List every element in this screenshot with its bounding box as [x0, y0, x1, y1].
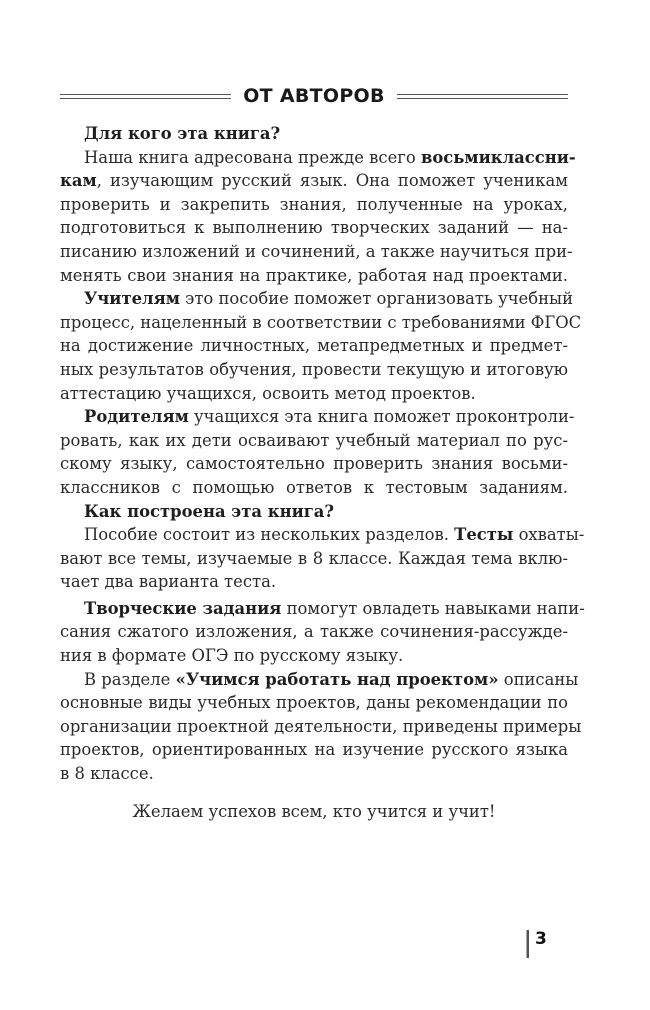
page-number-bar [526, 930, 529, 958]
page-body [60, 122, 585, 823]
paragraph-parents: Родителям учащихся эта книга поможет проконтроли- ровать, как их дети осваивают учебный материал по рус- скому языку, самостоятельно проверить знания восьми- классников с помощью ответов к тестовым заданиям. [60, 407, 575, 497]
page-number-value: 3 [535, 929, 547, 949]
paragraph-students: Наша книга адресована прежде всего восьмиклассни- кам, изучающим русский язык. Она поможет ученикам проверить и закрепить знания, полученные на уроках, подготовиться к выполнению творческих заданий — на- писанию изложений и сочинений, а также научиться при- менять свои знания на практике, работая над проектами. [60, 147, 576, 285]
page-title: ОТ АВТОРОВ [243, 85, 385, 107]
header-rule-left [60, 94, 231, 99]
header-rule-right [397, 94, 568, 99]
paragraph-tests: Пособие состоит из нескольких разделов. Тесты охваты- вают все темы, изучаемые в 8 классе. Каждая тема вклю- чает два варианта теста. [60, 525, 585, 592]
closing-wish: Желаем успехов всем, кто учится и учит! [132, 801, 496, 821]
paragraph-creative-tasks: Творческие задания помогут овладеть навыками напи- сания сжатого изложения, а также сочинения-рассужде- ния в формате ОГЭ по русскому языку. [60, 598, 585, 666]
section-heading-structure: Как построена эта книга? [84, 501, 335, 521]
page-number [526, 930, 547, 958]
page-header [60, 83, 568, 109]
paragraph-teachers: Учителям это пособие поможет организовать учебный процесс, нацеленный в соответствии с требованиями ФГОС на достижение личностных, метапредметных и предмет- ных результатов обучения, провести текущую и итоговую аттестацию учащихся, освоить метод проектов. [60, 289, 582, 403]
paragraph-projects: В разделе «Учимся работать над проектом» описаны основные виды учебных проектов, даны рекомендации по организации проектной деятельности, приведены примеры проектов, ориентированных на изучение русского языка в 8 классе. [60, 669, 582, 784]
section-heading-who: Для кого эта книга? [84, 124, 281, 143]
